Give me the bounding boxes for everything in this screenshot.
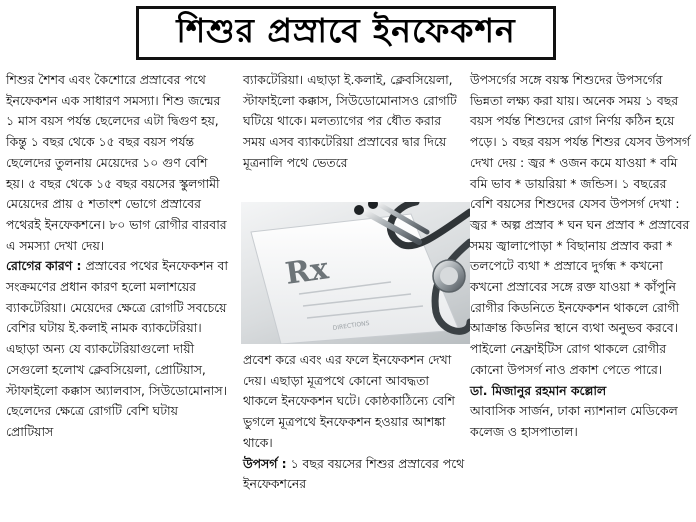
prescription-stethoscope-photo (241, 202, 470, 344)
directions-label: DIRECTIONS (332, 319, 370, 332)
article-column-2-bottom (243, 350, 465, 495)
cause-paragraph (6, 256, 228, 442)
intro-paragraph: শিশুর শৈশব এবং কৈশোরে প্রস্রাবের পথে ইনফেকশন এক সাধারণ সমস্যা। শিশু জন্মের ১ মাস বয়স পর্যন্ত ছেলেদের এটা দ্বিগুণ হয়, কিন্তু ১ বছর থেকে ১৫ বছর বয়স পর্যন্ত ছেলেদের তুলনায় মেয়েদের ১০ গুণ বেশি হয়। ৫ বছর থেকে ১৫ বছর বয়সের স্কুলগামী মেয়েদের প্রায় ৫ শতাংশ ভোগে প্রস্রাবের পথেরই ইনফেকশনে। ৮০ ভাগ রোগীর বারবার এ সমস্যা দেখা দেয়। (6, 72, 227, 253)
headline-box (136, 6, 556, 60)
article-title: শিশুর প্রস্রাবে ইনফেকশন (176, 11, 516, 50)
rx-symbol: Rx (283, 251, 331, 292)
photo-illustration (241, 202, 470, 344)
author-affiliation: আবাসিক সার্জন, ঢাকা ন্যাশনাল মেডিকেল কলেজ ও হাসপাতাল। (470, 403, 678, 439)
symptom-paragraph (243, 454, 465, 495)
symptom-heading: উপসর্গ : (243, 455, 287, 471)
column-3-paragraph: উপসর্গের সঙ্গে বয়স্ক শিশুদের উপসর্গের ভিন্নতা লক্ষ্য করা যায়। অনেক সময় ১ বছর বয়স পর্যন্ত শিশুদের রোগ নির্ণয় কঠিন হয়ে পড়ে। ১ বছর বয়স পর্যন্ত শিশুর যেসব উপসর্গ দেখা দেয় : জ্বর * ওজন কমে যাওয়া * বমি বমি ভাব * ডায়রিয়া * জন্ডিস। ১ বছরের বেশি বয়সের শিশুদের যেসব উপসর্গ দেখা : জ্বর * অল্প প্রস্রাব * ঘন ঘন প্রস্রাব * প্রস্রাবের সময় জ্বালাপোড়া * বিছানায় প্রস্রাব করা * তলপেটে ব্যথা * প্রস্রাবে দুর্গন্ধ * কখনো কখনো প্রস্রাবের সঙ্গে রক্ত যাওয়া * কাঁপুনি রোগীর কিডনিতে ইনফেকশন থাকলে রোগী আক্রান্ত কিডনির স্থানে ব্যথা অনুভব করবে। পাইলো নেফ্রাইটিস রোগ থাকলে রোগীর কোনো উপসর্গ নাও প্রকাশ পেতে পারে। (470, 72, 690, 377)
column-2-top-paragraph: ব্যাকটেরিয়া। এছাড়া ই.কলাই, ক্লেবসিয়েলা, স্টাফাইলো কক্কাস, সিউডোমোনাসও রোগটি ঘটিয়ে থাকে। মলত্যাগের পর ধৌত করার সময় এসব ব্যাকটেরিয়া প্রস্রাবের দ্বার দিয়ে মূত্রনালি পথে ভেতরে (243, 72, 457, 170)
cause-heading: রোগের কারণ : (6, 258, 82, 274)
article-column-3 (470, 70, 692, 443)
article-column-1 (6, 70, 228, 443)
cause-text: প্রস্রাবের পথের ইনফেকশন বা সংক্রমণের প্রধান কারণ হলো মলাশয়ের ব্যাকটেরিয়া। মেয়েদের ক্ষেত্রে রোগটি সবচেয়ে বেশির ঘটায় ই.কলাই নামক ব্যাকটেরিয়া। এছাড়া অন্য যে ব্যাকটেরিয়াগুলো দায়ী সেগুলো হলোখ ক্লেবসিয়েলা, প্রোটিয়াস, স্টাফাইলো কক্কাস অ্যালবাস, সিউডোমোনাস। ছেলেদের ক্ষেত্রে রোগটি বেশি ঘটায় প্রোটিয়াস (6, 258, 228, 439)
author-name: ডা. মিজানুর রহমান কল্লোল (470, 382, 607, 398)
article-column-2-top (243, 70, 465, 174)
symptom-text: ১ বছর বয়সের শিশুর প্রস্রাবের পথে ইনফেকশনের (243, 455, 465, 492)
column-2-bottom-paragraph: প্রবেশ করে এবং এর ফলে ইনফেকশন দেখা দেয়। এছাড়া মূত্রপথে কোনো আবদ্ধতা থাকলে ইনফেকশন ঘটে। কোষ্ঠকাঠিন্যে বেশি ভুগলে মূত্রপথে ইনফেকশন হওয়ার আশঙ্কা থাকে। (243, 352, 455, 450)
